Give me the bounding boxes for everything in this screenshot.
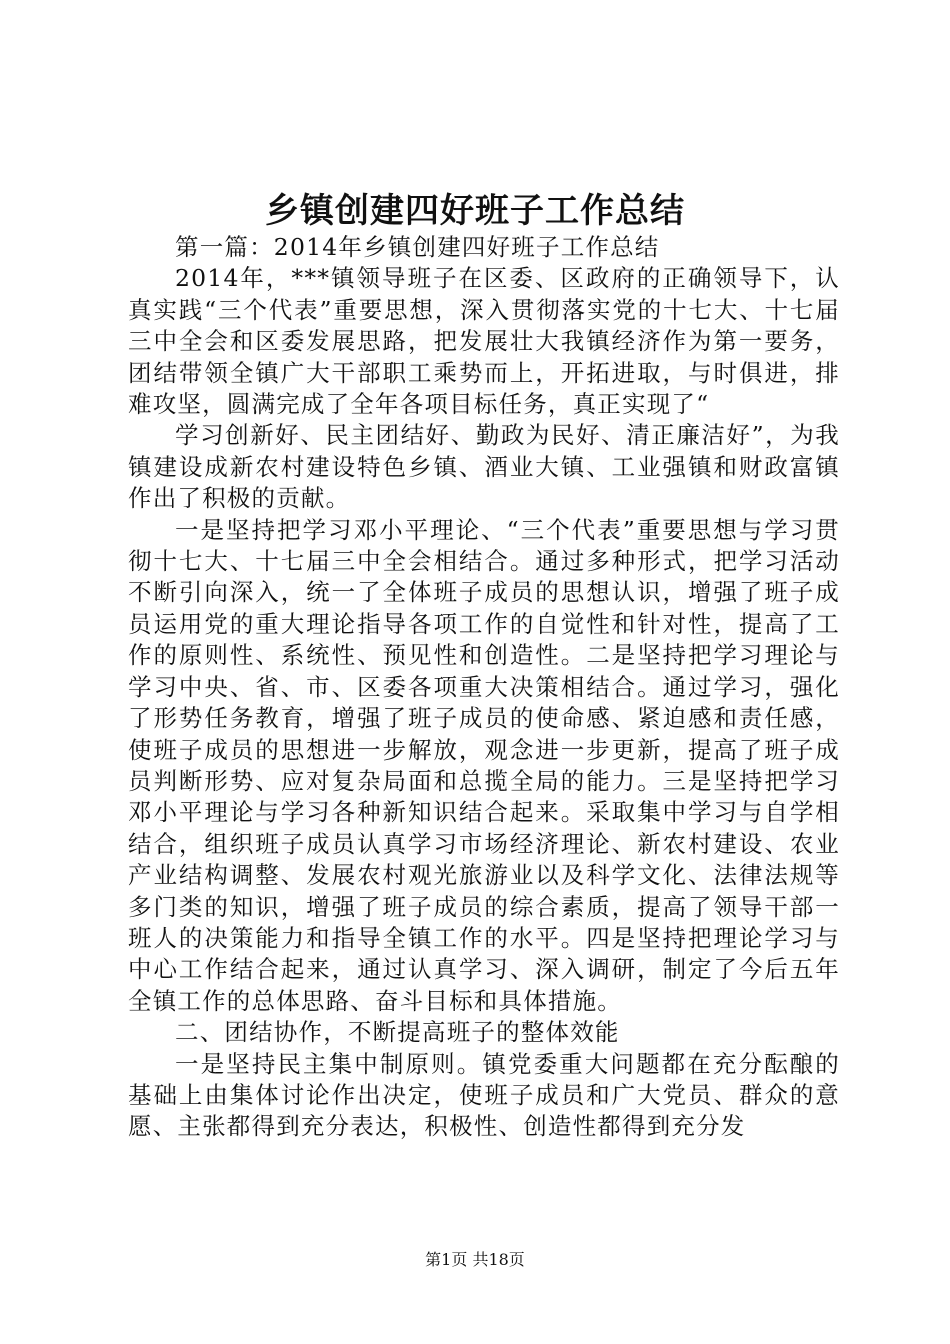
body-paragraph: 2014年，***镇领导班子在区委、区政府的正确领导下，认真实践“三个代表”重要思想，深入贯彻落实党的十七大、十七届三中全会和区委发展思路，把发展壮大我镇经济作为第一要务，团结带领全镇广大干部职工乘势而上，开拓进取，与时俱进，排难攻坚，圆满完成了全年各项目标任务，真正实现了“ — [128, 264, 840, 419]
body-paragraph: 一是坚持把学习邓小平理论、“三个代表”重要思想与学习贯彻十七大、十七届三中全会相结合。通过多种形式，把学习活动不断引向深入，统一了全体班子成员的思想认识，增强了班子成员运用党的重大理论指导各项工作的自觉性和针对性，提高了工作的原则性、系统性、预见性和创造性。二是坚持把学习理论与学习中央、省、市、区委各项重大决策相结合。通过学习，强化了形势任务教育，增强了班子成员的使命感、紧迫感和责任感，使班子成员的思想进一步解放，观念进一步更新，提高了班子成员判断形势、应对复杂局面和总揽全局的能力。三是坚持把学习邓小平理论与学习各种新知识结合起来。采取集中学习与自学相结合，组织班子成员认真学习市场经济理论、新农村建设、农业产业结构调整、发展农村观光旅游业以及科学文化、法律法规等多门类的知识，增强了班子成员的综合素质，提高了领导干部一班人的决策能力和指导全镇工作的水平。四是坚持把理论学习与中心工作结合起来，通过认真学习、深入调研，制定了今后五年全镇工作的总体思路、奋斗目标和具体措施。 — [128, 515, 840, 1015]
section-heading: 第一篇：2014年乡镇创建四好班子工作总结 — [175, 233, 660, 261]
document-body — [128, 232, 840, 1143]
body-paragraph: 一是坚持民主集中制原则。镇党委重大问题都在充分酝酿的基础上由集体讨论作出决定，使班子成员和广大党员、群众的意愿、主张都得到充分表达，积极性、创造性都得到充分发 — [128, 1049, 840, 1141]
body-paragraph: 学习创新好、民主团结好、勤政为民好、清正廉洁好”，为我镇建设成新农村建设特色乡镇、酒业大镇、工业强镇和财政富镇作出了积极的贡献。 — [128, 421, 840, 513]
section-heading: 二、团结协作，不断提高班子的整体效能 — [175, 1018, 620, 1047]
page-footer: 第1页 共18页 — [425, 1250, 525, 1269]
document-title: 乡镇创建四好班子工作总结 — [265, 191, 685, 231]
